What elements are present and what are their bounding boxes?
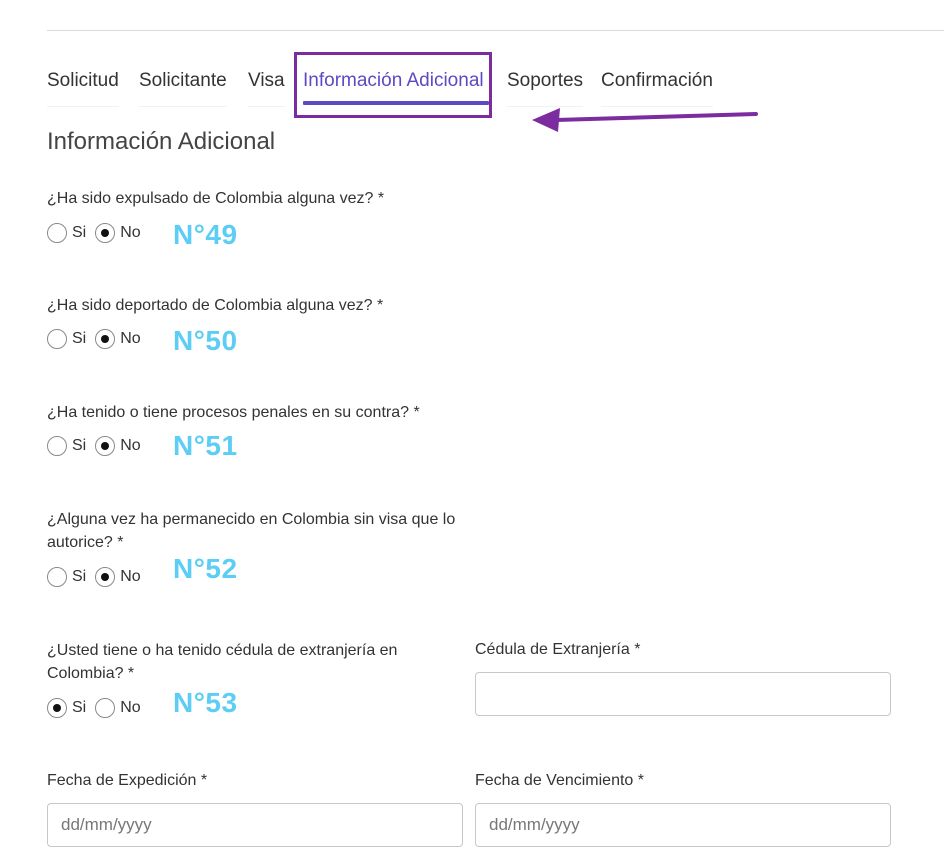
fecha-expedicion-input[interactable]	[47, 803, 463, 847]
radio-group-deportado	[47, 327, 150, 351]
radio-label-si: Si	[72, 699, 87, 716]
radio-group-cedula-extranjeria	[47, 696, 150, 720]
tab-solicitud[interactable]: Solicitud	[47, 70, 119, 107]
tab-visa[interactable]: Visa	[248, 70, 285, 107]
cedula-label: Cédula de Extranjería *	[475, 641, 641, 658]
radio-label-no: No	[120, 699, 141, 716]
tab-informacion-adicional[interactable]: Información Adicional	[303, 70, 484, 91]
fecha-vencimiento-label: Fecha de Vencimiento *	[475, 772, 644, 789]
radio-si[interactable]	[47, 698, 67, 718]
annotation-number-badge: N°50	[173, 325, 238, 356]
question-expulsado: ¿Ha sido expulsado de Colombia alguna vez? *	[47, 190, 385, 207]
annotation-number-badge: N°49	[173, 219, 238, 250]
radio-group-expulsado	[47, 221, 150, 245]
radio-label-no: No	[120, 330, 141, 347]
question-procesos-penales: ¿Ha tenido o tiene procesos penales en su contra? *	[47, 404, 420, 421]
radio-no[interactable]	[95, 436, 115, 456]
cedula-input[interactable]	[475, 672, 891, 716]
tab-confirmacion[interactable]: Confirmación	[601, 70, 713, 107]
radio-label-si: Si	[72, 437, 87, 454]
radio-group-procesos-penales	[47, 434, 150, 458]
tab-solicitante[interactable]: Solicitante	[139, 70, 227, 107]
radio-label-si: Si	[72, 224, 87, 241]
radio-label-no: No	[120, 224, 141, 241]
fecha-expedicion-label: Fecha de Expedición *	[47, 772, 208, 789]
radio-label-si: Si	[72, 330, 87, 347]
radio-label-si: Si	[72, 568, 87, 585]
radio-no[interactable]	[95, 567, 115, 587]
section-title: Información Adicional	[47, 128, 276, 155]
annotation-number-badge: N°52	[173, 553, 238, 584]
radio-no[interactable]	[95, 223, 115, 243]
radio-label-no: No	[120, 568, 141, 585]
question-cedula-extranjeria: ¿Usted tiene o ha tenido cédula de extranjería en Colombia? *	[47, 642, 398, 682]
radio-group-sin-visa	[47, 565, 150, 589]
active-tab-indicator	[303, 101, 489, 105]
radio-si[interactable]	[47, 567, 67, 587]
tab-soportes[interactable]: Soportes	[507, 70, 583, 107]
question-sin-visa: ¿Alguna vez ha permanecido en Colombia sin visa que lo autorice? *	[47, 511, 456, 551]
radio-si[interactable]	[47, 329, 67, 349]
radio-si[interactable]	[47, 223, 67, 243]
annotation-number-badge: N°51	[173, 430, 238, 461]
question-deportado: ¿Ha sido deportado de Colombia alguna vez? *	[47, 297, 384, 314]
fecha-vencimiento-input[interactable]	[475, 803, 891, 847]
radio-no[interactable]	[95, 329, 115, 349]
arrow-left-icon	[530, 100, 760, 140]
radio-label-no: No	[120, 437, 141, 454]
radio-no[interactable]	[95, 698, 115, 718]
top-divider	[47, 30, 944, 31]
radio-si[interactable]	[47, 436, 67, 456]
annotation-number-badge: N°53	[173, 687, 238, 718]
